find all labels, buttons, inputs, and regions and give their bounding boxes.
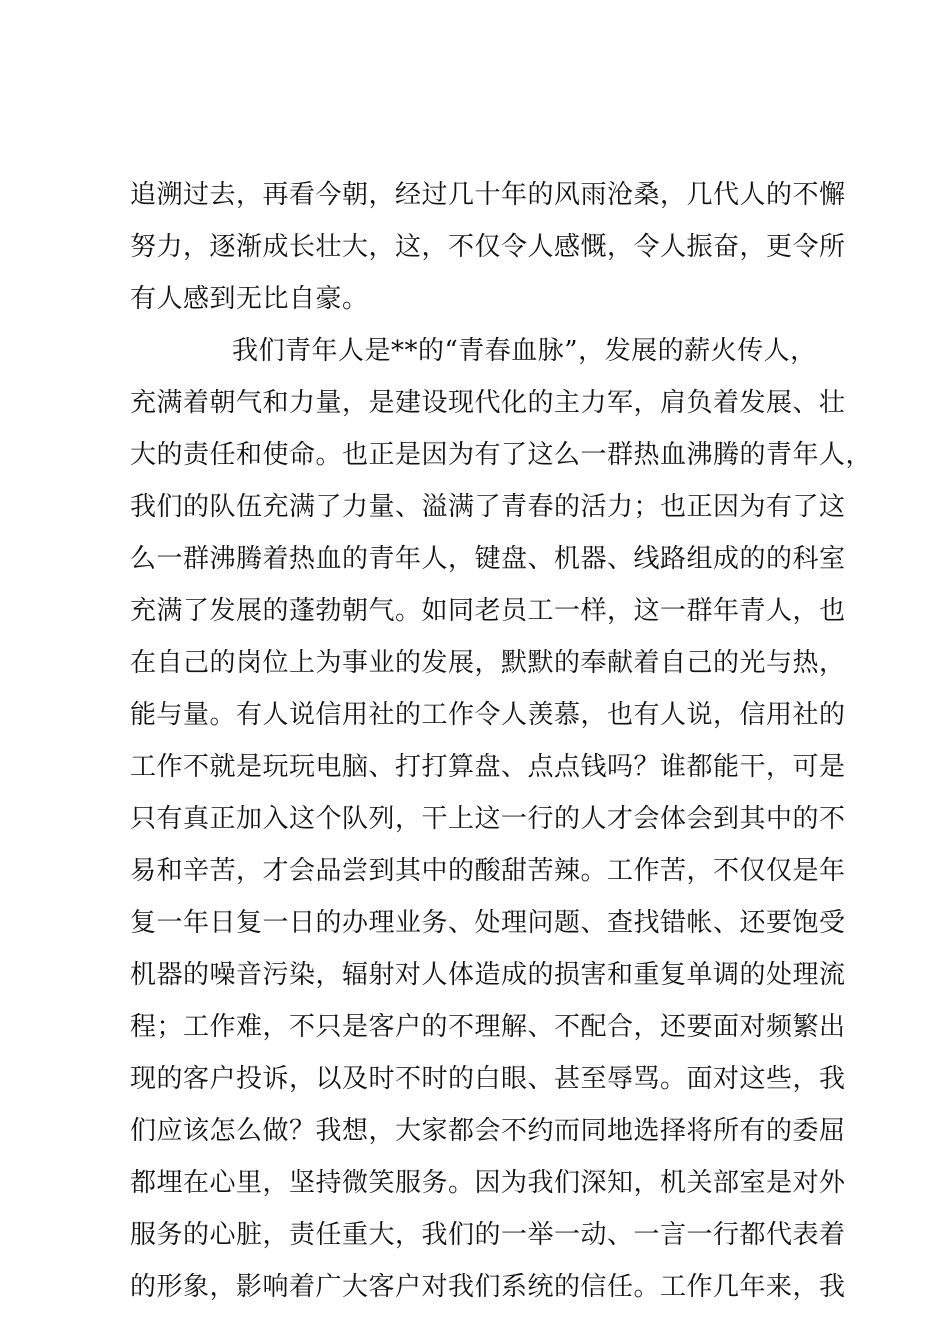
text-line: 复一年日复一日的办理业务、处理问题、查找错帐、还要饱受: [130, 908, 846, 938]
text-line: 现的客户投诉，以及时不时的白眼、甚至辱骂。面对这些，我: [130, 1064, 846, 1094]
text-line: 有人感到无比自豪。: [130, 284, 369, 314]
text-line: 们应该怎么做？我想，大家都会不约而同地选择将所有的委屈: [130, 1116, 846, 1146]
text-line: 的形象，影响着广大客户对我们系统的信任。工作几年来，我: [130, 1272, 846, 1302]
text-line: 充满了发展的蓬勃朝气。如同老员工一样，这一群年青人，也: [130, 596, 846, 626]
text-line: 都埋在心里，坚持微笑服务。因为我们深知，机关部室是对外: [130, 1168, 846, 1198]
text-line: 能与量。有人说信用社的工作令人羡慕，也有人说，信用社的: [130, 700, 846, 730]
text-line: 我们的队伍充满了力量、溢满了青春的活力；也正因为有了这: [130, 492, 846, 522]
text-line: 机器的噪音污染，辐射对人体造成的损害和重复单调的处理流: [130, 960, 846, 990]
text-line: 努力，逐渐成长壮大，这，不仅令人感慨，令人振奋，更令所: [130, 232, 846, 262]
text-line: 充满着朝气和力量，是建设现代化的主力军，肩负着发展、壮: [130, 388, 846, 418]
text-line: 只有真正加入这个队列，干上这一行的人才会体会到其中的不: [130, 804, 846, 834]
text-line: 服务的心脏，责任重大，我们的一举一动、一言一行都代表着: [130, 1220, 846, 1250]
text-line: 追溯过去，再看今朝，经过几十年的风雨沧桑，几代人的不懈: [130, 180, 846, 210]
text-line: 在自己的岗位上为事业的发展，默默的奉献着自己的光与热，: [130, 648, 846, 678]
text-line: 工作不就是玩玩电脑、打打算盘、点点钱吗？谁都能干，可是: [130, 752, 846, 782]
text-line: 大的责任和使命。也正是因为有了这么一群热血沸腾的青年人，: [130, 440, 873, 470]
text-line: 么一群沸腾着热血的青年人，键盘、机器、线路组成的的科室: [130, 544, 846, 574]
paragraph-first-line: 我们青年人是**的“青春血脉”，发展的薪火传人，: [232, 336, 817, 366]
text-line: 程；工作难，不只是客户的不理解、不配合，还要面对频繁出: [130, 1012, 846, 1042]
text-line: 易和辛苦，才会品尝到其中的酸甜苦辣。工作苦，不仅仅是年: [130, 856, 846, 886]
